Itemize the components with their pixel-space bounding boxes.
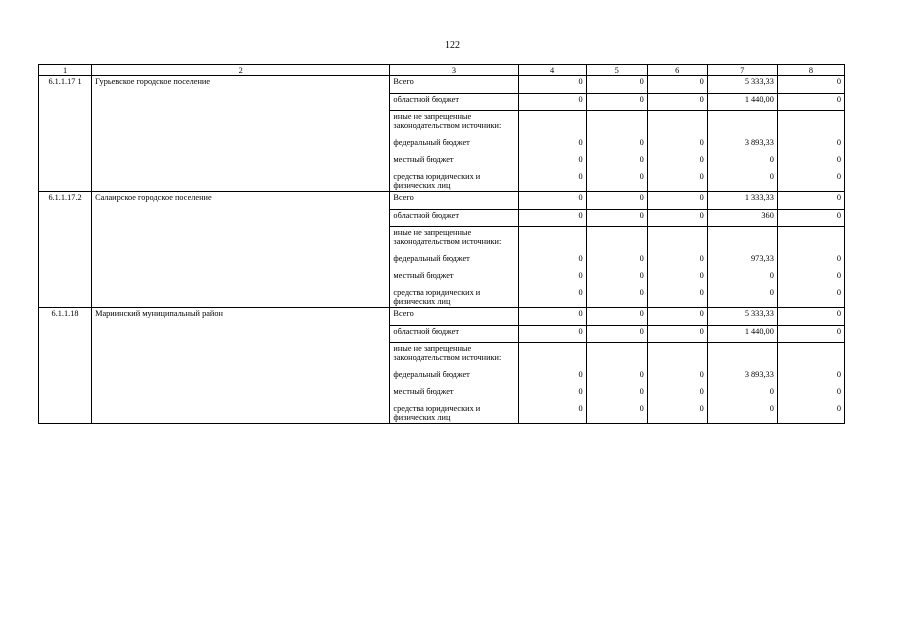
funding-source-label: Всего [390,192,518,210]
value-cell: 0 [777,154,844,171]
section-code-cell [39,343,92,370]
value-cell: 1 333,33 [707,192,777,210]
value-cell [586,227,647,254]
value-cell: 0 [777,369,844,386]
value-cell: 0 [586,253,647,270]
value-cell: 1 440,00 [707,94,777,111]
page-number: 122 [445,40,460,51]
value-cell: 0 [586,94,647,111]
funding-source-label: областной бюджет [390,94,518,111]
value-cell: 0 [518,253,586,270]
section-code-cell [39,227,92,254]
value-cell: 0 [647,137,707,154]
section-name: Мариинский муниципальный район [92,308,390,326]
funding-source-label: Всего [390,76,518,94]
row-mestny-byudzhet [39,386,845,403]
value-cell: 0 [647,308,707,326]
row-inye-istochniki [39,111,845,138]
value-cell: 0 [586,76,647,94]
funding-source-label: иные не запрещенные законодательством источники: [390,111,518,138]
section-code-cell [39,287,92,308]
section-name-cell [92,137,390,154]
value-cell: 0 [707,403,777,424]
section-code: 6.1.1.18 [39,308,92,326]
funding-source-label: федеральный бюджет [390,137,518,154]
value-cell: 5 333,33 [707,308,777,326]
value-cell: 0 [777,253,844,270]
value-cell: 0 [707,171,777,192]
value-cell: 0 [777,403,844,424]
value-cell: 0 [777,326,844,343]
funding-source-label: местный бюджет [390,386,518,403]
section-code-cell [39,270,92,287]
section-name-cell [92,369,390,386]
column-header: 8 [777,65,844,76]
value-cell [586,343,647,370]
value-cell: 0 [518,210,586,227]
value-cell: 0 [777,94,844,111]
funding-source-label: местный бюджет [390,154,518,171]
section-code: 6.1.1.17 1 [39,76,92,94]
section-name: Гурьевское городское поселение [92,76,390,94]
value-cell: 0 [777,171,844,192]
row-federalny-byudzhet [39,369,845,386]
value-cell: 0 [518,308,586,326]
row-sredstva-lits [39,171,845,192]
value-cell: 0 [586,154,647,171]
section-code-cell [39,137,92,154]
value-cell: 0 [647,76,707,94]
value-cell: 0 [647,154,707,171]
section-name-cell [92,154,390,171]
row-inye-istochniki [39,227,845,254]
section-code-cell [39,111,92,138]
funding-source-label: Всего [390,308,518,326]
value-cell: 0 [647,171,707,192]
section-name-cell [92,326,390,343]
value-cell: 0 [518,287,586,308]
section-code-cell [39,403,92,424]
value-cell: 0 [586,137,647,154]
section-name-cell [92,386,390,403]
column-header: 3 [390,65,518,76]
value-cell: 0 [518,270,586,287]
value-cell: 0 [707,270,777,287]
value-cell: 0 [777,386,844,403]
value-cell [707,343,777,370]
row-oblastnoy-byudzhet [39,94,845,111]
value-cell: 0 [777,287,844,308]
value-cell: 0 [647,192,707,210]
section-code-cell [39,94,92,111]
section-name-cell [92,270,390,287]
table-body [39,65,845,424]
section-name-cell [92,403,390,424]
value-cell: 0 [647,386,707,403]
value-cell [586,111,647,138]
value-cell [777,111,844,138]
section-code-cell [39,210,92,227]
value-cell: 0 [518,369,586,386]
value-cell: 973,33 [707,253,777,270]
row-federalny-byudzhet [39,253,845,270]
column-header: 1 [39,65,92,76]
row-mestny-byudzhet [39,154,845,171]
value-cell [777,343,844,370]
section-name-cell [92,343,390,370]
funding-source-label: федеральный бюджет [390,369,518,386]
value-cell: 0 [647,94,707,111]
value-cell: 0 [777,192,844,210]
value-cell: 0 [777,210,844,227]
section-code-cell [39,369,92,386]
row-oblastnoy-byudzhet [39,326,845,343]
value-cell: 0 [777,137,844,154]
value-cell: 360 [707,210,777,227]
value-cell: 3 893,33 [707,137,777,154]
value-cell: 0 [586,287,647,308]
value-cell [647,343,707,370]
funding-source-label: областной бюджет [390,210,518,227]
funding-source-label: средства юридических и физических лиц [390,171,518,192]
value-cell: 0 [518,154,586,171]
value-cell: 0 [586,326,647,343]
section-code-cell [39,154,92,171]
value-cell: 0 [586,308,647,326]
value-cell [518,111,586,138]
value-cell [518,343,586,370]
section-name-cell [92,253,390,270]
row-federalny-byudzhet [39,137,845,154]
value-cell: 0 [518,137,586,154]
funding-source-label: средства юридических и физических лиц [390,403,518,424]
funding-source-label: иные не запрещенные законодательством источники: [390,343,518,370]
value-cell: 0 [777,76,844,94]
value-cell [647,227,707,254]
value-cell: 0 [647,253,707,270]
value-cell: 0 [586,171,647,192]
value-cell: 0 [586,403,647,424]
value-cell: 3 893,33 [707,369,777,386]
column-header: 5 [586,65,647,76]
value-cell [707,111,777,138]
section-name-cell [92,210,390,227]
row-inye-istochniki [39,343,845,370]
value-cell: 0 [586,369,647,386]
value-cell: 0 [647,210,707,227]
value-cell: 0 [586,192,647,210]
value-cell: 0 [518,403,586,424]
value-cell: 0 [518,386,586,403]
value-cell [647,111,707,138]
section-name-cell [92,111,390,138]
value-cell: 5 333,33 [707,76,777,94]
column-header: 2 [92,65,390,76]
value-cell: 0 [707,154,777,171]
funding-source-label: иные не запрещенные законодательством источники: [390,227,518,254]
row-oblastnoy-byudzhet [39,210,845,227]
funding-source-label: областной бюджет [390,326,518,343]
row-mestny-byudzhet [39,270,845,287]
value-cell: 0 [777,308,844,326]
value-cell: 0 [518,326,586,343]
row-vsego [39,76,845,94]
value-cell: 0 [777,270,844,287]
column-header: 7 [707,65,777,76]
value-cell [707,227,777,254]
funding-source-label: местный бюджет [390,270,518,287]
value-cell [777,227,844,254]
row-vsego [39,308,845,326]
section-name-cell [92,94,390,111]
value-cell: 0 [518,171,586,192]
section-name-cell [92,171,390,192]
value-cell: 0 [586,210,647,227]
section-code-cell [39,171,92,192]
column-header: 4 [518,65,586,76]
value-cell: 0 [707,287,777,308]
value-cell: 0 [647,403,707,424]
row-sredstva-lits [39,287,845,308]
section-code-cell [39,253,92,270]
value-cell: 0 [518,76,586,94]
funding-source-label: федеральный бюджет [390,253,518,270]
section-name: Салаирское городское поселение [92,192,390,210]
section-code-cell [39,326,92,343]
value-cell: 0 [647,369,707,386]
value-cell: 0 [647,287,707,308]
row-sredstva-lits [39,403,845,424]
value-cell: 0 [518,192,586,210]
value-cell: 0 [647,326,707,343]
value-cell: 0 [707,386,777,403]
value-cell: 0 [647,270,707,287]
value-cell: 0 [586,270,647,287]
value-cell: 1 440,00 [707,326,777,343]
column-number-row [39,65,845,76]
column-header: 6 [647,65,707,76]
value-cell: 0 [586,386,647,403]
value-cell: 0 [518,94,586,111]
budget-table [38,64,845,424]
row-vsego [39,192,845,210]
funding-source-label: средства юридических и физических лиц [390,287,518,308]
section-name-cell [92,287,390,308]
section-code: 6.1.1.17.2 [39,192,92,210]
value-cell [518,227,586,254]
section-code-cell [39,386,92,403]
section-name-cell [92,227,390,254]
